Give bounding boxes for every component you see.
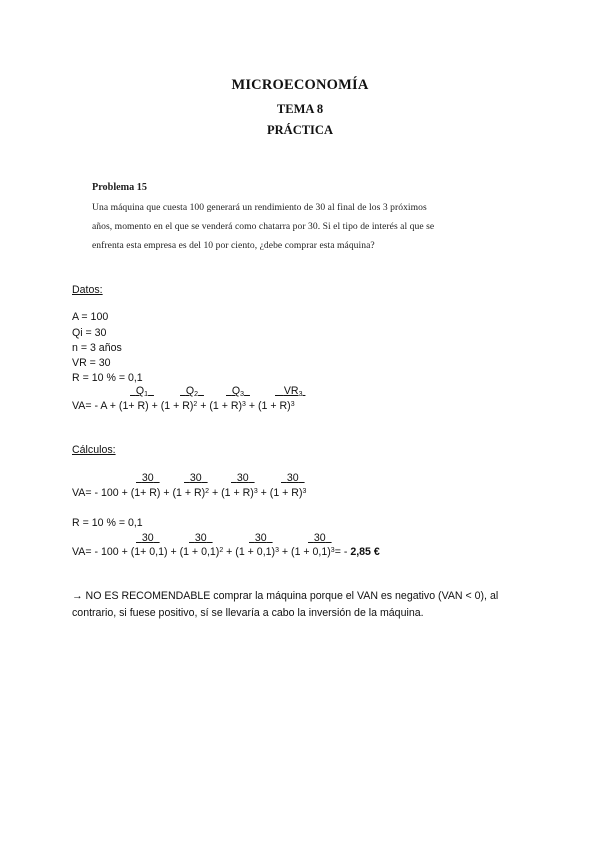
dato-item: R = 10 % = 0,1 [72, 372, 143, 384]
problem-line: enfrenta esta empresa es del 10 por ciento, ¿debe comprar esta máquina? [92, 240, 375, 251]
formula-numerator: 30 [141, 472, 154, 484]
formula-numerator: 30 [194, 532, 207, 544]
va-calculation: $VA= - 100 + (1+ R) + (1 + R)^2 + (1 + R)^3 + (1 + R)^3$ [72, 487, 307, 499]
calculos-heading: Cálculos: [72, 444, 116, 456]
dato-item: A = 100 [72, 311, 109, 323]
va-formula: $VA= - A + (1+ R) + (1 + R)^2 + (1 + R)^3 + (1 + R)^3$ [72, 400, 295, 412]
dato-item: n = 3 años [72, 342, 122, 354]
formula-numerator: 30 [254, 532, 267, 544]
problem-line: Una máquina que cuesta 100 generará un rendimiento de 30 al final de los 3 próximos [92, 202, 427, 213]
problem-line: años, momento en el que se venderá como chatarra por 30. Si el tipo de interés al que se [92, 221, 435, 232]
problem-statement [92, 182, 512, 255]
problem-title: Problema 15 [92, 182, 147, 193]
rate-value: R = 10 % = 0,1 [72, 517, 143, 529]
dato-item: Qi = 30 [72, 327, 107, 339]
formula-numerator: 30 [313, 532, 326, 544]
section-title: PRÁCTICA [267, 123, 333, 137]
formula-numerator: $Q_3$ [231, 385, 245, 398]
conclusion-text: NO ES RECOMENDABLE comprar la máquina porque el VAN es negativo (VAN < 0), al contrario, si fuese positivo, sí se llevaría a cabo la inversión de la máquina. [72, 590, 499, 619]
formula-numerator: 30 [286, 472, 299, 484]
arrow-icon: → [72, 590, 83, 602]
datos-heading: Datos: [72, 284, 103, 296]
dato-item: VR = 30 [72, 357, 111, 369]
va-result: 2,85 € [350, 546, 380, 558]
formula-numerator: 30 [189, 472, 202, 484]
va-result-formula: $VA= - 100 + (1+ 0,1) + (1 + 0,1)^2 + (1 + 0,1)^3 + (1 + 0,1)^3= - 2,85$ € [72, 546, 380, 558]
formula-numerator: 30 [141, 532, 154, 544]
formula-numerator: 30 [236, 472, 249, 484]
page-subtitle: TEMA 8 [276, 102, 324, 116]
formula-numerator: $VR_3$ [283, 385, 303, 398]
formula-numerator: $Q_2$ [185, 385, 199, 398]
conclusion-paragraph [72, 588, 532, 622]
formula-numerator: $Q_1$ [135, 385, 149, 398]
page-title: MICROECONOMÍA [231, 77, 369, 93]
